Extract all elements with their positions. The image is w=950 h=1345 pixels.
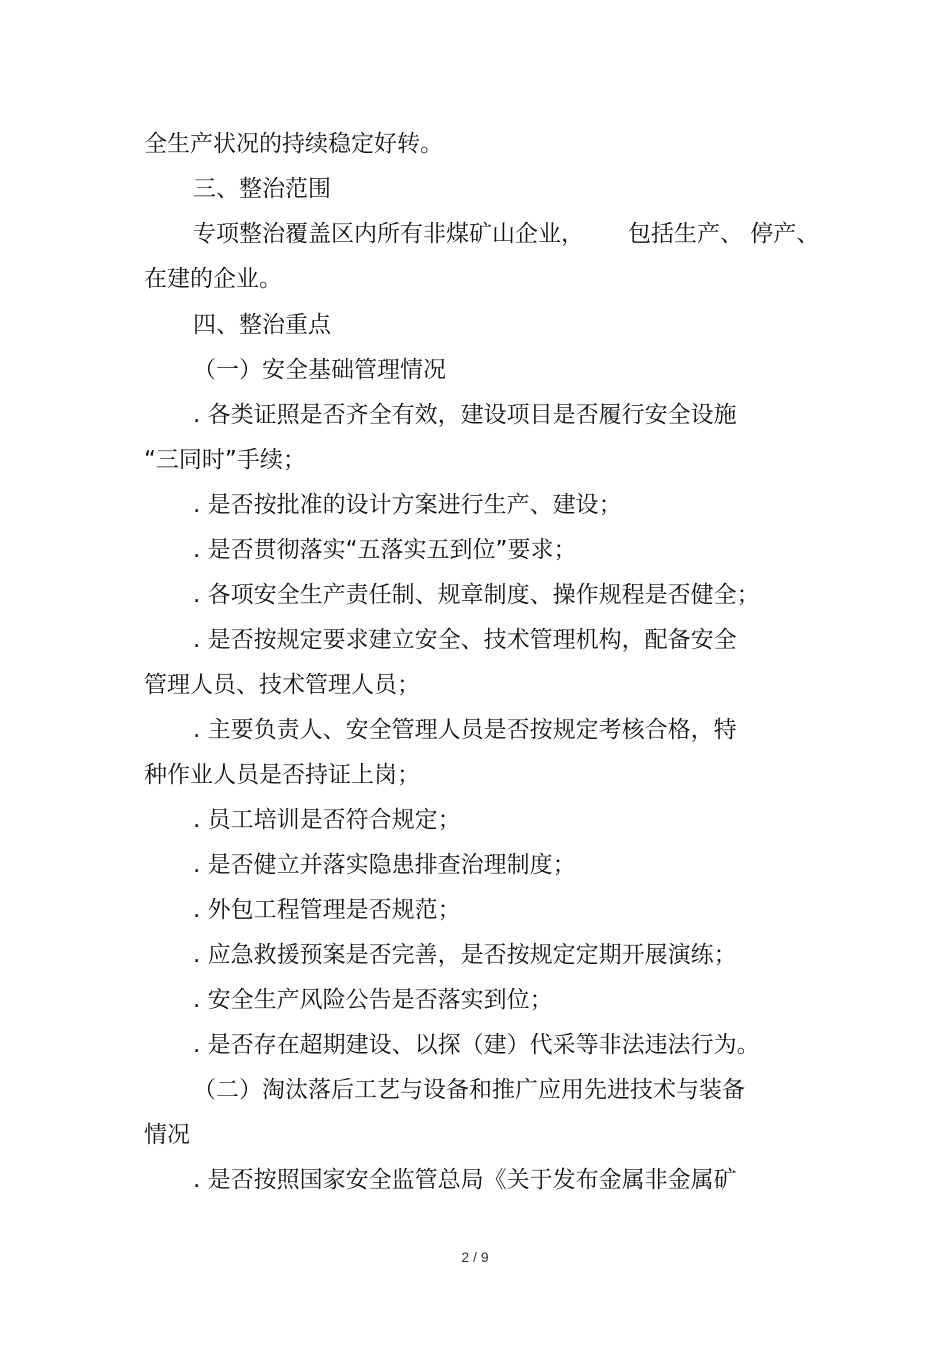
list-item: . 是否按照国家安全监管总局《关于发布金属非金属矿 xyxy=(193,1167,737,1193)
list-item: . 主要负责人、安全管理人员是否按规定考核合格，特 xyxy=(193,717,737,743)
text-line: 情况 xyxy=(144,1122,190,1148)
text-line: 全生产状况的持续稳定好转。 xyxy=(144,131,443,157)
list-item: . 员工培训是否符合规定； xyxy=(193,807,461,833)
page-number: 2 / 9 xyxy=(461,1249,489,1265)
subsection-heading: （二）淘汰落后工艺与设备和推广应用先进技术与装备 xyxy=(193,1077,745,1103)
list-item: . 是否按批准的设计方案进行生产、建设； xyxy=(193,492,622,518)
text-line: 在建的企业。 xyxy=(144,266,282,292)
list-item: . 应急救援预案是否完善，是否按规定定期开展演练； xyxy=(193,942,737,968)
text-fragment: 包括生产、 停产、 xyxy=(628,221,820,247)
list-item: . 安全生产风险公告是否落实到位； xyxy=(193,987,553,1013)
text-line: “三同时”手续； xyxy=(144,447,306,473)
list-item: . 各项安全生产责任制、规章制度、操作规程是否健全； xyxy=(193,582,760,608)
section-heading: 三、整治范围 xyxy=(193,176,331,202)
list-item: . 各类证照是否齐全有效，建设项目是否履行安全设施 xyxy=(193,402,737,428)
list-item: . 是否存在超期建设、以探（建）代采等非法违法行为。 xyxy=(193,1032,760,1058)
text-line: 管理人员、技术管理人员； xyxy=(144,672,420,698)
text-line xyxy=(193,219,819,249)
text-fragment: 专项整治覆盖区内所有非煤矿山企业， xyxy=(193,221,584,247)
list-item: . 是否健立并落实隐患排查治理制度； xyxy=(193,852,576,878)
section-heading: 四、整治重点 xyxy=(193,312,331,338)
text-line: 种作业人员是否持证上岗； xyxy=(144,762,420,788)
list-item: . 是否按规定要求建立安全、技术管理机构，配备安全 xyxy=(193,627,737,653)
list-item: . 外包工程管理是否规范； xyxy=(193,897,461,923)
subsection-heading: （一）安全基础管理情况 xyxy=(193,357,446,383)
list-item: . 是否贯彻落实“五落实五到位”要求； xyxy=(193,537,577,563)
